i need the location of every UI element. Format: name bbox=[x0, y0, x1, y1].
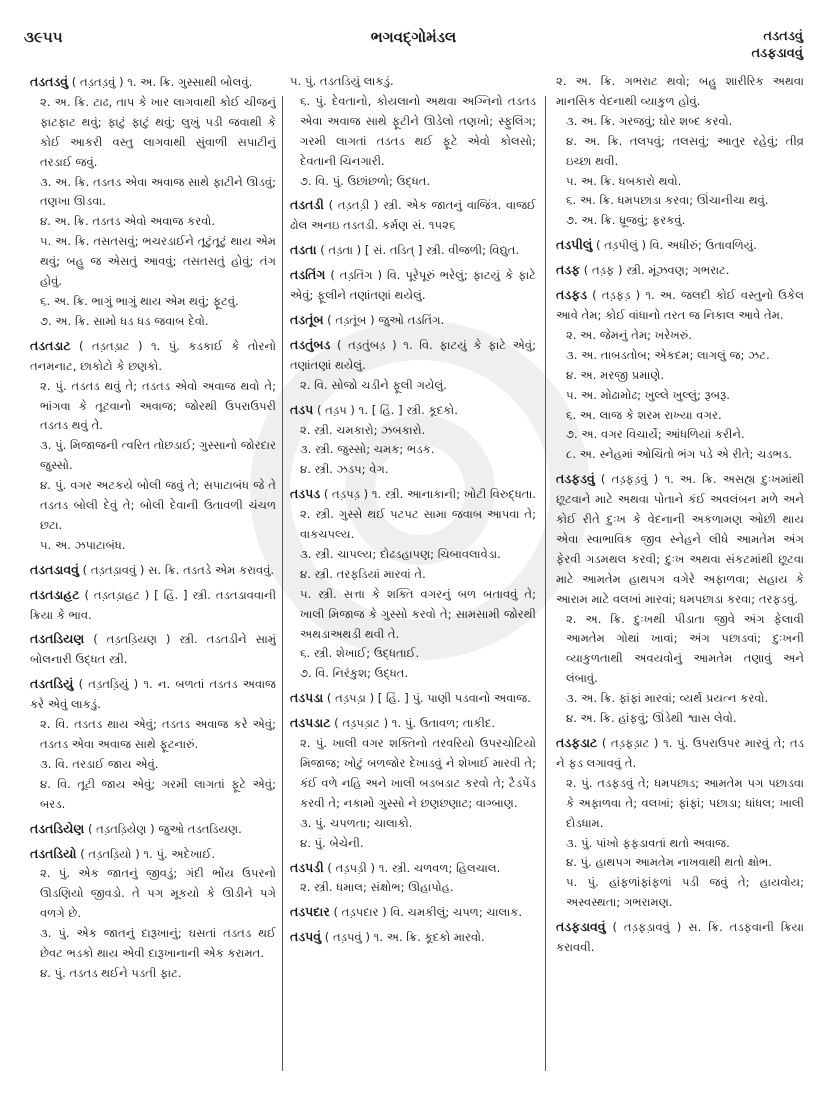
entry-pronunciation: ( તડ઼પડ઼ાટ ) bbox=[334, 716, 389, 731]
entry-sense bbox=[290, 460, 536, 480]
sense-text: ૪. પું. બેચેની. bbox=[300, 835, 364, 850]
entry-sense bbox=[290, 834, 536, 854]
sense-text: જુઓ તડતડિયણ. bbox=[158, 821, 242, 836]
dictionary-entry bbox=[290, 265, 536, 306]
sense-text: ૭. વિ. નિરંકુશ; ઉદ્ધત. bbox=[300, 666, 409, 681]
sense-text: ૬. અ. ક્રિ. ભાગું ભાગું થાય એમ થવું; ફૂટવું. bbox=[40, 293, 239, 308]
sense-text: ૩. પું. ચપળતા; ચાલાકો. bbox=[300, 815, 413, 830]
entry-pronunciation: ( તડ઼તા ) [ સં. તડિત્ ] bbox=[320, 243, 423, 258]
entry-pronunciation: ( તડ઼ફડ઼ાવવું ) bbox=[612, 920, 682, 935]
entry-headword: તડફ bbox=[556, 262, 581, 278]
entry-sense bbox=[290, 644, 536, 664]
entry-pronunciation: ( તડ઼તડ઼િયું ) bbox=[78, 677, 139, 692]
entry-pronunciation: ( તડ઼પવું ) bbox=[324, 930, 370, 945]
entry-headword: તડપડ bbox=[290, 486, 321, 502]
entry-sense bbox=[556, 469, 804, 609]
sense-text: જુઓ તડતિંગ. bbox=[378, 312, 445, 327]
dictionary-columns bbox=[0, 72, 825, 1102]
entry-sense bbox=[30, 312, 276, 332]
sense-text: ૪. અ. ક્રિ. તલપવું; તલસવું; આતુર રહેવું; તીવ્ર ઇચ્છા થવી. bbox=[566, 133, 804, 168]
sense-text: ૧. પું. કડકાઈ કે તોરનો તનમનાટ, છાકોટો કે છણકો. bbox=[30, 338, 276, 373]
entry-sense bbox=[30, 173, 276, 213]
entry-sense bbox=[290, 505, 536, 545]
entry-sense bbox=[556, 853, 804, 873]
entry-sense bbox=[30, 715, 276, 755]
entry-sense bbox=[556, 709, 804, 729]
entry-sense bbox=[30, 775, 276, 815]
sense-text: ૪. સ્ત્રી. ઝડપ; વેગ. bbox=[300, 462, 389, 477]
dictionary-entry bbox=[290, 195, 536, 236]
sense-text: ૧. અ. ક્રિ. ગુસ્સાથી બોલવું. bbox=[127, 75, 253, 89]
entry-headword: તડફડ bbox=[556, 287, 587, 303]
entry-pronunciation: ( તડ઼પ ) bbox=[316, 402, 355, 417]
entry-sense bbox=[556, 917, 804, 958]
sense-text: સ્ત્રી. એક જાતનું વાજિંત્ર. વાજઈ ઢોલ અનઇ તડતડી. કર્મણ સં. ૧૫૨૬ bbox=[290, 198, 536, 233]
sense-text: ૩. અ. ક્રિ. તડતડ એવા અવાજ સાથે ફાટીને ઊડવું; તણખા ઊડવા. bbox=[40, 174, 276, 209]
entry-headword: તડતડવું bbox=[30, 74, 69, 89]
entry-sense bbox=[290, 565, 536, 585]
entry-sense bbox=[30, 844, 276, 865]
entry-sense bbox=[556, 366, 804, 386]
entry-headword: તડફડાવવું bbox=[556, 919, 606, 935]
entry-sense bbox=[556, 386, 804, 406]
entry-sense bbox=[30, 212, 276, 232]
column-1 bbox=[30, 72, 276, 1072]
sense-text: ૨. અ. જેમનું તેમ; ખરેખરું. bbox=[566, 327, 692, 342]
sense-text: ૨. વિ. તડતડ થાય એવું; તડતડ અવાજ કરે એવું; તડતડ એવા અવાજ સાથે ફૂટનારું. bbox=[40, 717, 276, 751]
entry-sense bbox=[556, 733, 804, 774]
sense-text: ૬. સ્ત્રી. શેખાઈ; ઉદ્ધતાઈ. bbox=[300, 646, 420, 661]
sense-text: ૮. અ. સ્નેહમાં ઓચિંતો ભંગ પડે એ રીતે; ચડભડ. bbox=[566, 447, 793, 462]
entry-headword: તડતડિયણ bbox=[30, 631, 85, 647]
entry-headword: તડતડી bbox=[290, 197, 324, 213]
entry-sense bbox=[290, 72, 536, 92]
entry-headword: તડતડાટ bbox=[30, 337, 71, 353]
sense-text: સ્ત્રી. તડતડીને સામું બોલનારી ઉદ્ધત સ્ત્રી. bbox=[30, 632, 276, 667]
entry-sense bbox=[556, 132, 804, 172]
dictionary-entry bbox=[290, 713, 536, 853]
entry-headword: તડપડી bbox=[290, 859, 324, 875]
sense-text: ૨. અ. ક્રિ. ટાઢ, તાપ કે ખાર લાગવાથી કોઈ ચીજનું ફાટફાટ થવું; ફાટું ફાટું થવું; લુખું પડી જવાથી કે કોઈ આકરી વસ્તુ લાગવાથી સુંવાળી સપાટીનું તરડાઈ જવું. bbox=[40, 94, 276, 169]
entry-sense bbox=[556, 406, 804, 426]
entry-sense bbox=[30, 924, 276, 964]
entry-sense bbox=[30, 72, 276, 93]
guide-word-last: તડફડાવવું bbox=[751, 46, 803, 61]
sense-text: ૭. અ. વગર વિચાર્યે; આંધળિયાં કરીને. bbox=[566, 427, 745, 442]
dictionary-entry bbox=[290, 400, 536, 481]
entry-sense bbox=[290, 240, 536, 261]
entry-pronunciation: ( તડ઼તૂંબ ) bbox=[327, 312, 375, 327]
entry-sense bbox=[290, 585, 536, 645]
sense-text: ૧. વિ. ફાટયું કે ફાટે એવું; તણાંતણાં થયેલું. bbox=[290, 337, 536, 372]
entry-pronunciation: ( તડ઼તુંબડ઼ ) bbox=[336, 337, 397, 352]
entry-sense bbox=[556, 326, 804, 346]
sense-text: ૧. સ્ત્રી. આનાકાની; ખોટી વિરુદ્ધતા. bbox=[371, 487, 536, 502]
entry-sense bbox=[556, 774, 804, 834]
entry-sense bbox=[556, 834, 804, 854]
sense-text: ૨. અ. ક્રિ. દુઃખથી પીડાતા જીવે અંગ ફેલાવી આમતેમ ગોથાં ખાવાં; અંગ પછાડવાં; દુઃખની વ્યાકુળતાથી અવયવોનું આમતેમ તણાવું અને લંબાવું. bbox=[566, 611, 804, 686]
entry-sense bbox=[30, 674, 276, 715]
entry-sense bbox=[290, 814, 536, 834]
entry-headword: તડતા bbox=[290, 242, 317, 258]
sense-text: ૨. પું. ખાલી વગર શક્તિનો તરવરિયો ઉપરચોટિયો મિજાજ; ખોટું બળજોર દેખાડવું ને શેખાઈ મારવી તે; કંઈ વળે નહિ અને ખાલી બડબડાટ કરવો તે; ટૈડપેંડ કરવી તે; નકામો ગુસ્સો ને છણછણાટ; વાગ્બાણ. bbox=[300, 736, 536, 810]
entry-pronunciation: ( તડ઼તડ઼વું ) bbox=[71, 75, 124, 89]
sense-text: ૩. સ્ત્રી. ચાપલ્ય; દોઢડહાપણ; ચિબાવલાવેડા. bbox=[300, 546, 501, 561]
sense-text: ૩. પું. મિજાજની ત્વરિત તોછડાઈ; ગુસ્સાનો જોરદાર જુસ્સો. bbox=[40, 438, 276, 473]
sense-text: ૬. પું. દેવતાનો, કોયલાનો અથવા અગ્નિનો તડતડ એવા અવાજ સાથે ફૂટીને ઊડેલો તણખો; સ્ફુલિંગ; ગરમી લાગતાં તડતડ થઈ ફૂટે એવો કોલસો; દેવતાની ચિનગારી. bbox=[300, 93, 536, 168]
entry-headword: તડપદાર bbox=[290, 904, 330, 920]
entry-pronunciation: ( તડ઼પડ઼ ) bbox=[323, 487, 369, 502]
dictionary-entry bbox=[556, 917, 804, 958]
column-2 bbox=[290, 72, 536, 1072]
dictionary-entry bbox=[30, 560, 276, 581]
column-divider bbox=[545, 96, 546, 1071]
entry-pronunciation: ( તડ઼પડ઼ા ) [ હિં. ] bbox=[326, 691, 409, 706]
entry-headword: તડતુંબડ bbox=[290, 336, 331, 352]
dictionary-entry bbox=[556, 72, 804, 231]
sense-text: ૪. અ. મરજી પ્રમાણે. bbox=[566, 367, 665, 382]
dictionary-entry bbox=[290, 927, 536, 948]
entry-sense bbox=[290, 310, 536, 331]
entry-sense bbox=[290, 335, 536, 376]
sense-text: ૪. પું. તડતડ થઈને પડતી ફાટ. bbox=[40, 965, 182, 980]
entry-sense bbox=[30, 377, 276, 437]
entry-sense bbox=[556, 610, 804, 690]
entry-pronunciation: ( તડ઼તિંગ ) bbox=[330, 268, 383, 283]
sense-text: ૧. અ. ક્રિ. અસહ્ય દુઃખમાંથી છૂટવાને માટે અથવા પોતાને કંઈ અવલંબન મળે અને કોઈ રીતે દુઃખ કે વેદનાની અકળામણ ઓછી થાય એવા સ્વાભાવિક જીવ સ્નેહને લીધે આમતેમ અંગ ફેરવી ગડમથલ કરવી; દુઃખ અથવા સંકટમાંથી છૂટવા માટે આમતેમ હાથપગ વગેરે અફાળવા; સહાય કે આરામ માટે વલખાં મારવાં; ધમપછાડા કરવા; તરફડવું. bbox=[556, 472, 804, 606]
entry-headword: તડપીલું bbox=[556, 237, 593, 253]
sense-text: ૨. અ. ક્રિ. ગભરાટ થવો; બહુ શારીરિક અથવા માનસિક વેદનાથી વ્યાકુળ હોવું. bbox=[556, 74, 804, 108]
entry-pronunciation: ( તડ઼ફડ઼ ) bbox=[592, 288, 641, 303]
sense-text: ૩. વિ. તરડાઈ જાય એવું. bbox=[40, 756, 159, 771]
entry-sense bbox=[290, 927, 536, 948]
entry-headword: તડતડાહટ bbox=[30, 586, 80, 602]
entry-headword: તડતડિયેણ bbox=[30, 820, 85, 836]
entry-sense bbox=[30, 964, 276, 984]
entry-sense bbox=[30, 755, 276, 775]
entry-sense bbox=[290, 902, 536, 923]
entry-sense bbox=[556, 689, 804, 709]
sense-text: ૨. પું. તડફડવું તે; ધમપછાડ; આમતેમ પગ પછાડવા કે અફાળવા તે; વલખાં; ફાંફાં; પછાડા; ધાંધલ; ખાલી દોડધામ. bbox=[566, 775, 804, 830]
sense-text: ૫. અ. ક્રિ. તસતસવું; ભચરડાઈને તૂટુંતૂટું થાય એમ થવું; બહુ જ એસતું આવવું; તસતસતું હોવું; તંગ હોવું. bbox=[40, 234, 276, 289]
entry-sense bbox=[290, 664, 536, 684]
entry-sense bbox=[290, 195, 536, 236]
sense-text: ૩. અ. તાબડતોબ; એકદમ; લાગલું જ; ઝટ. bbox=[566, 347, 770, 362]
dictionary-entry bbox=[30, 844, 276, 984]
entry-sense bbox=[556, 112, 804, 132]
entry-sense bbox=[30, 232, 276, 292]
entry-sense bbox=[290, 545, 536, 565]
dictionary-entry bbox=[556, 733, 804, 913]
dictionary-entry bbox=[30, 336, 276, 556]
entry-headword: તડપડા bbox=[290, 690, 324, 706]
sense-text: ૪. પું. હાથપગ આમતેમ નાખવાથી થતો ક્ષોભ. bbox=[566, 855, 772, 870]
entry-sense bbox=[30, 536, 276, 556]
sense-text: ૪. અ. ક્રિ. તડતડ એવો અવાજ કરવો. bbox=[40, 214, 216, 229]
sense-text: સ્ત્રી. વીજળી; વિદ્યુત. bbox=[426, 243, 520, 258]
dictionary-entry bbox=[556, 235, 804, 256]
entry-pronunciation: ( તડ઼પીલું ) bbox=[595, 238, 647, 253]
sense-text: ૫. પું. હાંફળાંફાંફળાં પડી જવું તે; હાયવોય; અસ્વસ્થતા; ગભરામણ. bbox=[566, 875, 804, 910]
entry-sense bbox=[556, 235, 804, 256]
entry-sense bbox=[556, 211, 804, 231]
entry-headword: તડતડિયો bbox=[30, 845, 77, 861]
entry-headword: તડપ bbox=[290, 401, 314, 417]
entry-sense bbox=[556, 445, 804, 465]
dictionary-entry bbox=[290, 240, 536, 261]
entry-pronunciation: ( તડ઼ફડ઼વું ) bbox=[600, 472, 659, 487]
entry-sense bbox=[556, 72, 804, 112]
entry-sense bbox=[556, 260, 804, 281]
book-title: ભગવદ્ગોમંડલ bbox=[370, 28, 457, 46]
sense-text: ૨. સ્ત્રી. ગુસ્સે થઈ પટપટ સામા જવાબ આપવા તે; વાકચપલ્ય. bbox=[300, 507, 536, 542]
dictionary-entry bbox=[290, 858, 536, 899]
entry-headword: તડતૂંબ bbox=[290, 311, 324, 327]
sense-text: ૧. પું. અદેખાઈ. bbox=[143, 846, 216, 861]
entry-pronunciation: ( તડ઼ફડ઼ાટ ) bbox=[601, 736, 659, 750]
sense-text: ૪. વિ. તૂટી જાય એવું; ગરમી લાગતાં ફૂટે એવું; બરડ. bbox=[40, 776, 276, 811]
sense-text: ૭. અ. ક્રિ. સામો ધડ ધડ જવાબ દેવો. bbox=[40, 313, 209, 328]
entry-pronunciation: ( તડ઼તડ઼િયણ ) bbox=[93, 632, 171, 647]
dictionary-entry bbox=[556, 469, 804, 729]
column-divider bbox=[282, 96, 283, 1071]
entry-pronunciation: ( તડ઼પદાર ) bbox=[333, 905, 387, 920]
entry-pronunciation: ( તડ઼તડ઼ાહટ ) [ હિં. ] bbox=[84, 587, 188, 602]
entry-pronunciation: ( તડ઼તડ઼ાવવું ) bbox=[82, 562, 145, 577]
entry-sense bbox=[30, 585, 276, 626]
dictionary-entry bbox=[556, 285, 804, 465]
dictionary-entry bbox=[30, 674, 276, 814]
entry-sense bbox=[290, 713, 536, 734]
entry-sense bbox=[556, 285, 804, 326]
dictionary-entry bbox=[290, 310, 536, 331]
sense-text: પું. પાણી પડવાનો અવાજ. bbox=[412, 691, 531, 706]
entry-pronunciation: ( તડ઼ફ ) bbox=[583, 263, 623, 278]
sense-text: ૩. પું. પાંખો ફફડાવતાં થતો અવાજ. bbox=[566, 835, 730, 850]
entry-sense bbox=[30, 819, 276, 840]
page-number: ૩૯૫૫ bbox=[24, 28, 63, 46]
entry-sense bbox=[30, 436, 276, 476]
sense-text: ૪. સ્ત્રી. તરફડિયાં મારવાં તે. bbox=[300, 566, 426, 581]
sense-text: ૧. સ્ત્રી. ચળવળ; હિલચાલ. bbox=[378, 860, 501, 875]
dictionary-entry bbox=[30, 585, 276, 626]
guide-word-first: તડતડવું bbox=[763, 29, 803, 44]
sense-text: ૬. અ. લાજ કે શરમ રાખ્યા વગર. bbox=[566, 407, 722, 422]
dictionary-entry bbox=[30, 72, 276, 332]
entry-sense bbox=[290, 484, 536, 505]
guide-words bbox=[751, 28, 803, 62]
sense-text: ૫. પું. તડતડિયું લાકડું. bbox=[290, 74, 394, 88]
entry-sense bbox=[30, 93, 276, 173]
entry-headword: તડપવું bbox=[290, 929, 322, 945]
page-header bbox=[24, 28, 803, 61]
sense-text: ૨. પું. તડતડ થવું તે; તડતડ એવો અવાજ થવો તે; ભાંગવા કે તૂટવાનો અવાજ; જોરથી ઉપરાઉપરી તડતડ થવું તે. bbox=[40, 378, 276, 433]
dictionary-entry bbox=[290, 335, 536, 396]
dictionary-entry bbox=[290, 72, 536, 191]
column-3 bbox=[556, 72, 804, 1072]
dictionary-entry bbox=[290, 902, 536, 923]
entry-pronunciation: ( તડ઼પડ઼ી ) bbox=[327, 860, 376, 875]
dictionary-entry bbox=[30, 629, 276, 670]
entry-sense bbox=[30, 476, 276, 536]
entry-sense bbox=[290, 400, 536, 421]
sense-text: ૧. પું. ઉપરાઉપર મારવું તે; તડ ને ફડ લગાવવું તે. bbox=[556, 736, 804, 770]
entry-headword: તડતિંગ bbox=[290, 267, 326, 283]
entry-sense bbox=[290, 421, 536, 441]
sense-text: ૩. અ. ક્રિ. ગરજવું; ઘોર શબ્દ કરવો. bbox=[566, 113, 733, 128]
sense-text: ૧. અ. જલદી કોઈ વસ્તુનો ઉકેલ આવે તેમ; કોઈ વાંધાનો તરત જ નિકાલ આવે તેમ. bbox=[556, 288, 804, 322]
sense-text: ૧. પું. ઉતાવળ; તાકીદ. bbox=[391, 716, 496, 731]
entry-sense bbox=[30, 292, 276, 312]
sense-text: ૭. વિ. પું. ઉછાંછળો; ઉદ્ધત. bbox=[300, 173, 431, 188]
entry-sense bbox=[290, 265, 536, 306]
sense-text: ૧. ન. બળતાં તડતડ અવાજ કરે એવું લાકડું. bbox=[30, 677, 276, 712]
dictionary-entry bbox=[290, 484, 536, 684]
sense-text: ૩. અ. ક્રિ. ફાંફાં મારવાં; વ્યર્થ પ્રયત્ન કરવો. bbox=[566, 691, 769, 706]
entry-sense bbox=[290, 878, 536, 898]
entry-sense bbox=[30, 864, 276, 924]
dictionary-entry bbox=[30, 819, 276, 840]
entry-pronunciation: ( તડ઼તડ઼િયેણ ) bbox=[87, 821, 155, 836]
sense-text: ૪. અ. ક્રિ. હાંફવું; ઊંડેથી શ્વાસ લેવો. bbox=[566, 711, 737, 726]
entry-headword: તડતડાવવું bbox=[30, 561, 79, 577]
sense-text: ૨. વિ. સોજો ચડીને ફૂલી ગયેલું. bbox=[300, 377, 447, 392]
entry-sense bbox=[556, 172, 804, 192]
sense-text: સ્ત્રી. તડતડાવવાની ક્રિયા કે ભાવ. bbox=[30, 587, 276, 622]
sense-text: સ. ક્રિ. તડફવાની ક્રિયા કરાવવી. bbox=[556, 920, 804, 955]
sense-text: ૩. સ્ત્રી. જુસ્સો; ચમક; ભડક. bbox=[300, 442, 435, 457]
entry-headword: તડપડાટ bbox=[290, 715, 331, 731]
sense-text: ૫. અ. ઝપાટાબંધ. bbox=[40, 537, 126, 552]
entry-sense bbox=[290, 858, 536, 879]
entry-sense bbox=[556, 873, 804, 913]
sense-text: સ. ક્રિ. તડતડે એમ કરાવવું. bbox=[148, 562, 275, 577]
sense-text: ૫. અ. ક્રિ. ધબકારો થવો. bbox=[566, 173, 682, 188]
dictionary-entry bbox=[556, 260, 804, 281]
entry-pronunciation: ( તડ઼તડ઼િયો ) bbox=[80, 846, 140, 861]
sense-text: ૨. સ્ત્રી. ચમકારો; ઝબકારો. bbox=[300, 422, 426, 437]
sense-text: ૫. સ્ત્રી. સત્તા કે શક્તિ વગરનું બળ બતાવવું તે; ખાલી મિજાજ કે ગુસ્સો કરવો તે; સામસામી જોરથી અથડાઅથડી થવી તે. bbox=[300, 586, 536, 641]
sense-text: ૫. અ. મોઢામોઢ; ખુલ્લે ખુલ્લું; રૂબરૂ. bbox=[566, 387, 730, 402]
sense-text: ૨. પું. એક જાતનું જીવડું; ગંદી ભોંય ઉપરનો ઊડણિયો જીવડો. તે પગ મૂકયો કે ઊડીને પગે વળગે છે. bbox=[40, 866, 276, 921]
dictionary-entry bbox=[290, 688, 536, 709]
sense-text: વિ. ચમકીલું; ચપળ; ચાલાક. bbox=[390, 905, 523, 920]
sense-text: ૨. સ્ત્રી. ધમાલ; સંક્ષોભ; ઊહાપોહ. bbox=[300, 880, 454, 895]
entry-sense bbox=[290, 734, 536, 814]
sense-text: ૭. અ. ક્રિ. ધ્રૂજવું; ફરકવું. bbox=[566, 213, 686, 228]
entry-sense bbox=[30, 629, 276, 670]
entry-headword: તડતડિયું bbox=[30, 676, 74, 692]
entry-pronunciation: ( તડ઼તડ઼ી ) bbox=[328, 198, 379, 213]
entry-pronunciation: ( તડ઼તડ઼ાટ ) bbox=[79, 338, 143, 353]
entry-sense bbox=[290, 376, 536, 396]
entry-sense bbox=[290, 688, 536, 709]
sense-text: ૧. [ હિં. ] સ્ત્રી. કૂદકો. bbox=[358, 402, 458, 417]
sense-text: વિ. પૂરેપૂરું ભરેલું; ફાટયું કે ફાટે એવું; ફૂલીને તણાંતણાં થયેલું. bbox=[290, 268, 536, 303]
entry-sense bbox=[30, 560, 276, 581]
entry-sense bbox=[556, 346, 804, 366]
sense-text: વિ. અધીરું; ઉતાવળિયું. bbox=[649, 238, 757, 253]
entry-sense bbox=[290, 92, 536, 172]
entry-sense bbox=[30, 336, 276, 377]
entry-headword: તડફડાટ bbox=[556, 735, 598, 750]
entry-headword: તડફડવું bbox=[556, 471, 595, 487]
entry-sense bbox=[290, 172, 536, 192]
entry-sense bbox=[290, 440, 536, 460]
entry-sense bbox=[556, 425, 804, 445]
entry-sense bbox=[556, 191, 804, 211]
sense-text: ૧. અ. ક્રિ. કૂદકો મારવો. bbox=[373, 930, 485, 945]
sense-text: ૬. અ. ક્રિ. ધમપછાડા કરવા; ઊંચાનીચા થવું. bbox=[566, 193, 769, 208]
sense-text: ૩. પું. એક જાતનું દારૂખાનું; ઘસતાં તડતડ થઈ છેવટ ભડકો થાય એવી દારૂખાનાની એક કરામત. bbox=[40, 926, 276, 961]
sense-text: સ્ત્રી. મૂંઝવણ; ગભરાટ. bbox=[626, 263, 730, 278]
sense-text: ૪. પું. વગર અટકયે બોલી જવું તે; સપાટાબંધ જે તે તડતડ બોલી દેવું તે; બોલી દેવાની ઉતાવળી ચંચળ છટા. bbox=[40, 478, 276, 532]
